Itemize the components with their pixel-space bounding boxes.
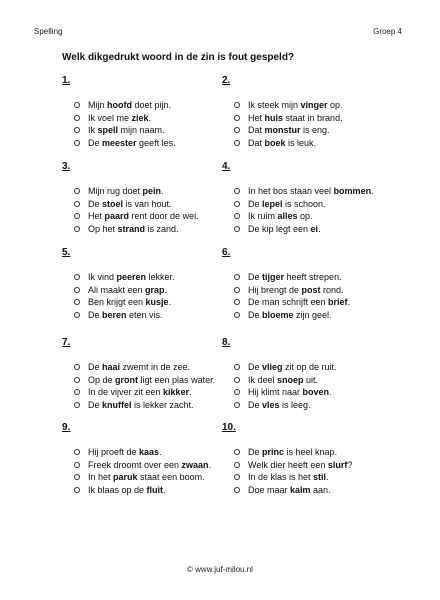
radio-circle-icon[interactable] (234, 449, 240, 455)
answer-option[interactable] (62, 484, 232, 497)
bold-word: snoep (277, 374, 304, 385)
sentence-text-before: De (248, 400, 263, 411)
sentence-text-after: doet pijn. (132, 100, 172, 111)
sentence-text-after: geeft les. (136, 138, 176, 149)
answer-option[interactable] (222, 296, 392, 309)
bold-word: kusje (145, 297, 169, 308)
question-number: 6. (222, 247, 231, 258)
sentence-text-after: staat in brand. (283, 112, 343, 123)
radio-circle-icon[interactable] (234, 462, 240, 468)
bold-word: vlieg (262, 362, 283, 373)
sentence-text-after: . (371, 186, 374, 197)
bold-word: vinger (300, 100, 328, 111)
sentence-text-before: In de vijver zit een (88, 387, 164, 398)
answer-option[interactable] (62, 223, 232, 236)
sentence-text-before: De (88, 400, 103, 411)
sentence-text-after: aan. (310, 485, 331, 496)
sentence-text-after: ? (347, 459, 353, 470)
radio-circle-icon[interactable] (74, 287, 80, 293)
answer-option[interactable] (222, 284, 392, 297)
radio-circle-icon[interactable] (74, 188, 80, 194)
sentence-text-after: . (164, 284, 168, 295)
answer-option[interactable] (62, 284, 232, 297)
sentence-text-after: . (161, 186, 164, 197)
answer-option[interactable] (62, 296, 232, 309)
sentence-text-after: is van hout. (123, 198, 172, 209)
header-subject: Spelling (34, 27, 63, 36)
radio-circle-icon[interactable] (74, 377, 80, 383)
radio-circle-icon[interactable] (234, 287, 240, 293)
radio-circle-icon[interactable] (74, 487, 80, 493)
sentence-text-after: is lekker zacht. (131, 400, 194, 411)
sentence-text-before: Ik voel me (88, 112, 132, 123)
sentence-text-before: Freek droomt over een (88, 459, 182, 470)
sentence-text-before: Ali maakt een (88, 284, 146, 295)
sentence-text-before: De (248, 198, 263, 209)
radio-circle-icon[interactable] (74, 402, 80, 408)
sentence-text-after: . (159, 447, 162, 458)
bold-word: ei (310, 224, 319, 235)
radio-circle-icon[interactable] (234, 474, 240, 480)
bold-word: tijger (262, 272, 285, 283)
bold-word: meester (102, 138, 137, 149)
bold-word: paruk (113, 472, 138, 483)
sentence-text-after: eten vis. (126, 310, 163, 321)
bold-word: huis (264, 112, 284, 123)
header-group: Groep 4 (373, 27, 402, 36)
answer-option[interactable] (62, 459, 232, 472)
bold-word: fluit (146, 485, 164, 496)
sentence-text-before: Hij klimt naar (248, 387, 303, 398)
radio-circle-icon[interactable] (74, 299, 80, 305)
sentence-text-before: Op het (88, 224, 118, 235)
radio-circle-icon[interactable] (74, 462, 80, 468)
answer-option[interactable] (62, 198, 232, 211)
sentence-text-before: Ik steek mijn (248, 100, 301, 111)
answer-option[interactable] (62, 210, 232, 223)
radio-circle-icon[interactable] (234, 299, 240, 305)
answer-option[interactable] (222, 399, 392, 412)
answer-option[interactable] (222, 185, 392, 198)
radio-circle-icon[interactable] (234, 274, 240, 280)
bold-word: stil (313, 472, 327, 483)
question-number: 10. (222, 422, 236, 433)
answer-option[interactable] (222, 198, 392, 211)
sentence-text-before: De kip legt een (248, 224, 311, 235)
radio-circle-icon[interactable] (74, 213, 80, 219)
radio-circle-icon[interactable] (74, 102, 80, 108)
bold-word: stoel (102, 198, 124, 209)
answer-option[interactable] (62, 399, 232, 412)
bold-word: brief (328, 297, 348, 308)
answer-option[interactable] (222, 446, 392, 459)
footer-copyright: © www.juf-milou.nl (187, 565, 253, 574)
answer-option[interactable] (222, 361, 392, 374)
sentence-text-before: De (88, 138, 103, 149)
radio-circle-icon[interactable] (234, 226, 240, 232)
answer-option[interactable] (222, 459, 392, 472)
question-block (222, 337, 392, 411)
answer-option[interactable] (222, 374, 392, 387)
answer-option[interactable] (62, 309, 232, 322)
question-block (62, 337, 232, 411)
bold-word: gront (115, 374, 139, 385)
sentence-text-after: op. (297, 211, 313, 222)
sentence-text-before: Hij brengt de (248, 284, 302, 295)
answer-option[interactable] (62, 124, 232, 137)
answer-option[interactable] (222, 137, 392, 150)
sentence-text-before: De (248, 310, 263, 321)
sentence-text-before: Dat (248, 138, 265, 149)
sentence-text-after: is heel knap. (284, 447, 338, 458)
sentence-text-before: De (248, 447, 263, 458)
radio-circle-icon[interactable] (234, 201, 240, 207)
bold-word: zwaan (181, 459, 209, 470)
sentence-text-after: ligt een plas water. (138, 374, 216, 385)
answer-option[interactable] (222, 112, 392, 125)
sentence-text-after: . (329, 387, 332, 398)
radio-circle-icon[interactable] (74, 364, 80, 370)
question-number: 4. (222, 161, 231, 172)
sentence-text-before: Ik vind (88, 272, 117, 283)
sentence-text-after: . (163, 485, 166, 496)
sentence-text-before: Ik ruim (248, 211, 278, 222)
sentence-text-before: De man schrijft een (248, 297, 329, 308)
answer-option[interactable] (222, 471, 392, 484)
radio-circle-icon[interactable] (74, 449, 80, 455)
radio-circle-icon[interactable] (234, 389, 240, 395)
bold-word: hoofd (107, 100, 133, 111)
sentence-text-before: Ben krijgt een (88, 297, 146, 308)
question-number: 2. (222, 75, 231, 86)
radio-circle-icon[interactable] (74, 274, 80, 280)
question-number: 1. (62, 75, 71, 86)
sentence-text-after: . (168, 297, 172, 308)
sentence-text-after: zit op de ruit. (282, 362, 337, 373)
bold-word: kalm (290, 485, 311, 496)
sentence-text-before: Op de (88, 374, 116, 385)
sentence-text-after: heeft strepen. (284, 272, 342, 283)
question-block (222, 161, 392, 235)
sentence-text-after: rond. (320, 284, 344, 295)
question-number: 5. (62, 247, 71, 258)
answer-option[interactable] (222, 309, 392, 322)
radio-circle-icon[interactable] (234, 188, 240, 194)
radio-circle-icon[interactable] (234, 115, 240, 121)
sentence-text-before: In het bos staan veel (248, 186, 334, 197)
radio-circle-icon[interactable] (74, 127, 80, 133)
sentence-text-before: De (88, 310, 103, 321)
sentence-text-after: is eng. (300, 125, 330, 136)
radio-circle-icon[interactable] (234, 312, 240, 318)
bold-word: bommen (333, 186, 372, 197)
radio-circle-icon[interactable] (74, 474, 80, 480)
sentence-text-after: rent door de wei. (129, 211, 199, 222)
answer-option[interactable] (62, 361, 232, 374)
bold-word: haai (102, 362, 121, 373)
question-block (62, 422, 232, 496)
answer-option[interactable] (62, 386, 232, 399)
sentence-text-before: Doe maar (248, 485, 291, 496)
sentence-text-after: uit. (303, 374, 319, 385)
sentence-text-before: De (248, 272, 263, 283)
sentence-text-before: Mijn rug doet (88, 186, 143, 197)
bold-word: lepel (262, 198, 283, 209)
radio-circle-icon[interactable] (74, 201, 80, 207)
answer-option[interactable] (222, 271, 392, 284)
answer-option[interactable] (62, 185, 232, 198)
bold-word: peeren (116, 272, 147, 283)
sentence-text-before: Het (88, 211, 105, 222)
question-block (62, 75, 232, 149)
sentence-text-after: . (347, 297, 351, 308)
answer-option[interactable] (62, 271, 232, 284)
radio-circle-icon[interactable] (234, 127, 240, 133)
sentence-text-after: . (148, 112, 152, 123)
question-number: 7. (62, 337, 71, 348)
answer-option[interactable] (222, 223, 392, 236)
sentence-text-before: In het (88, 472, 114, 483)
sentence-text-after: . (326, 472, 329, 483)
bold-word: slurf (327, 459, 348, 470)
sentence-text-after: is leeg. (279, 400, 311, 411)
sentence-text-after: op. (327, 100, 343, 111)
question-block (62, 247, 232, 321)
radio-circle-icon[interactable] (234, 102, 240, 108)
sentence-text-before: De (248, 362, 263, 373)
sentence-text-before: Ik deel (248, 374, 278, 385)
sentence-text-after: . (318, 224, 321, 235)
bold-word: boek (264, 138, 286, 149)
answer-option[interactable] (62, 99, 232, 112)
bold-word: strand (117, 224, 146, 235)
question-number: 3. (62, 161, 71, 172)
bold-word: ziek (131, 112, 149, 123)
bold-word: knuffel (102, 400, 132, 411)
question-block (222, 422, 392, 496)
answer-option[interactable] (62, 112, 232, 125)
radio-circle-icon[interactable] (74, 226, 80, 232)
sentence-text-after: is leuk. (285, 138, 317, 149)
bold-word: grap (145, 284, 165, 295)
sentence-text-before: Het (248, 112, 265, 123)
bold-word: kikker (163, 387, 190, 398)
sentence-text-after: is zand. (145, 224, 179, 235)
radio-circle-icon[interactable] (234, 213, 240, 219)
answer-option[interactable] (222, 210, 392, 223)
sentence-text-before: In de klas is het (248, 472, 314, 483)
sentence-text-before: Ik blaas op de (88, 485, 147, 496)
bold-word: spell (97, 125, 119, 136)
worksheet-title: Welk dikgedrukt woord in de zin is fout gespeld? (62, 52, 295, 63)
radio-circle-icon[interactable] (234, 377, 240, 383)
bold-word: post (301, 284, 321, 295)
sentence-text-after: mijn naam. (118, 125, 165, 136)
bold-word: paard (104, 211, 130, 222)
radio-circle-icon[interactable] (74, 140, 80, 146)
radio-circle-icon[interactable] (234, 487, 240, 493)
answer-option[interactable] (222, 99, 392, 112)
sentence-text-after: zijn geel. (293, 310, 332, 321)
answer-option[interactable] (62, 374, 232, 387)
sentence-text-before: Dat (248, 125, 265, 136)
question-number: 8. (222, 337, 231, 348)
radio-circle-icon[interactable] (74, 115, 80, 121)
radio-circle-icon[interactable] (234, 364, 240, 370)
radio-circle-icon[interactable] (74, 389, 80, 395)
question-number: 9. (62, 422, 71, 433)
bold-word: pein (142, 186, 162, 197)
question-block (62, 161, 232, 235)
sentence-text-before: Welk dier heeft een (248, 459, 328, 470)
bold-word: vles (262, 400, 280, 411)
sentence-text-before: Hij proeft de (88, 447, 140, 458)
sentence-text-before: De (88, 362, 103, 373)
answer-option[interactable] (222, 386, 392, 399)
bold-word: bloeme (262, 310, 294, 321)
bold-word: princ (262, 447, 285, 458)
radio-circle-icon[interactable] (74, 312, 80, 318)
bold-word: kaas (139, 447, 160, 458)
answer-option[interactable] (222, 124, 392, 137)
answer-option[interactable] (62, 137, 232, 150)
question-block (222, 247, 392, 321)
sentence-text-after: zwemt in de zee. (120, 362, 191, 373)
answer-option[interactable] (62, 471, 232, 484)
sentence-text-after: lekker. (146, 272, 175, 283)
radio-circle-icon[interactable] (234, 140, 240, 146)
question-block (222, 75, 392, 149)
sentence-text-after: staat een boom. (137, 472, 205, 483)
sentence-text-before: Mijn (88, 100, 108, 111)
sentence-text-before: Ik (88, 125, 98, 136)
radio-circle-icon[interactable] (234, 402, 240, 408)
bold-word: monstur (264, 125, 301, 136)
bold-word: alles (277, 211, 298, 222)
sentence-text-after: is schoon. (282, 198, 326, 209)
bold-word: beren (102, 310, 127, 321)
sentence-text-after: . (208, 459, 212, 470)
answer-option[interactable] (62, 446, 232, 459)
sentence-text-after: . (189, 387, 192, 398)
sentence-text-before: De (88, 198, 103, 209)
answer-option[interactable] (222, 484, 392, 497)
bold-word: boven (302, 387, 330, 398)
